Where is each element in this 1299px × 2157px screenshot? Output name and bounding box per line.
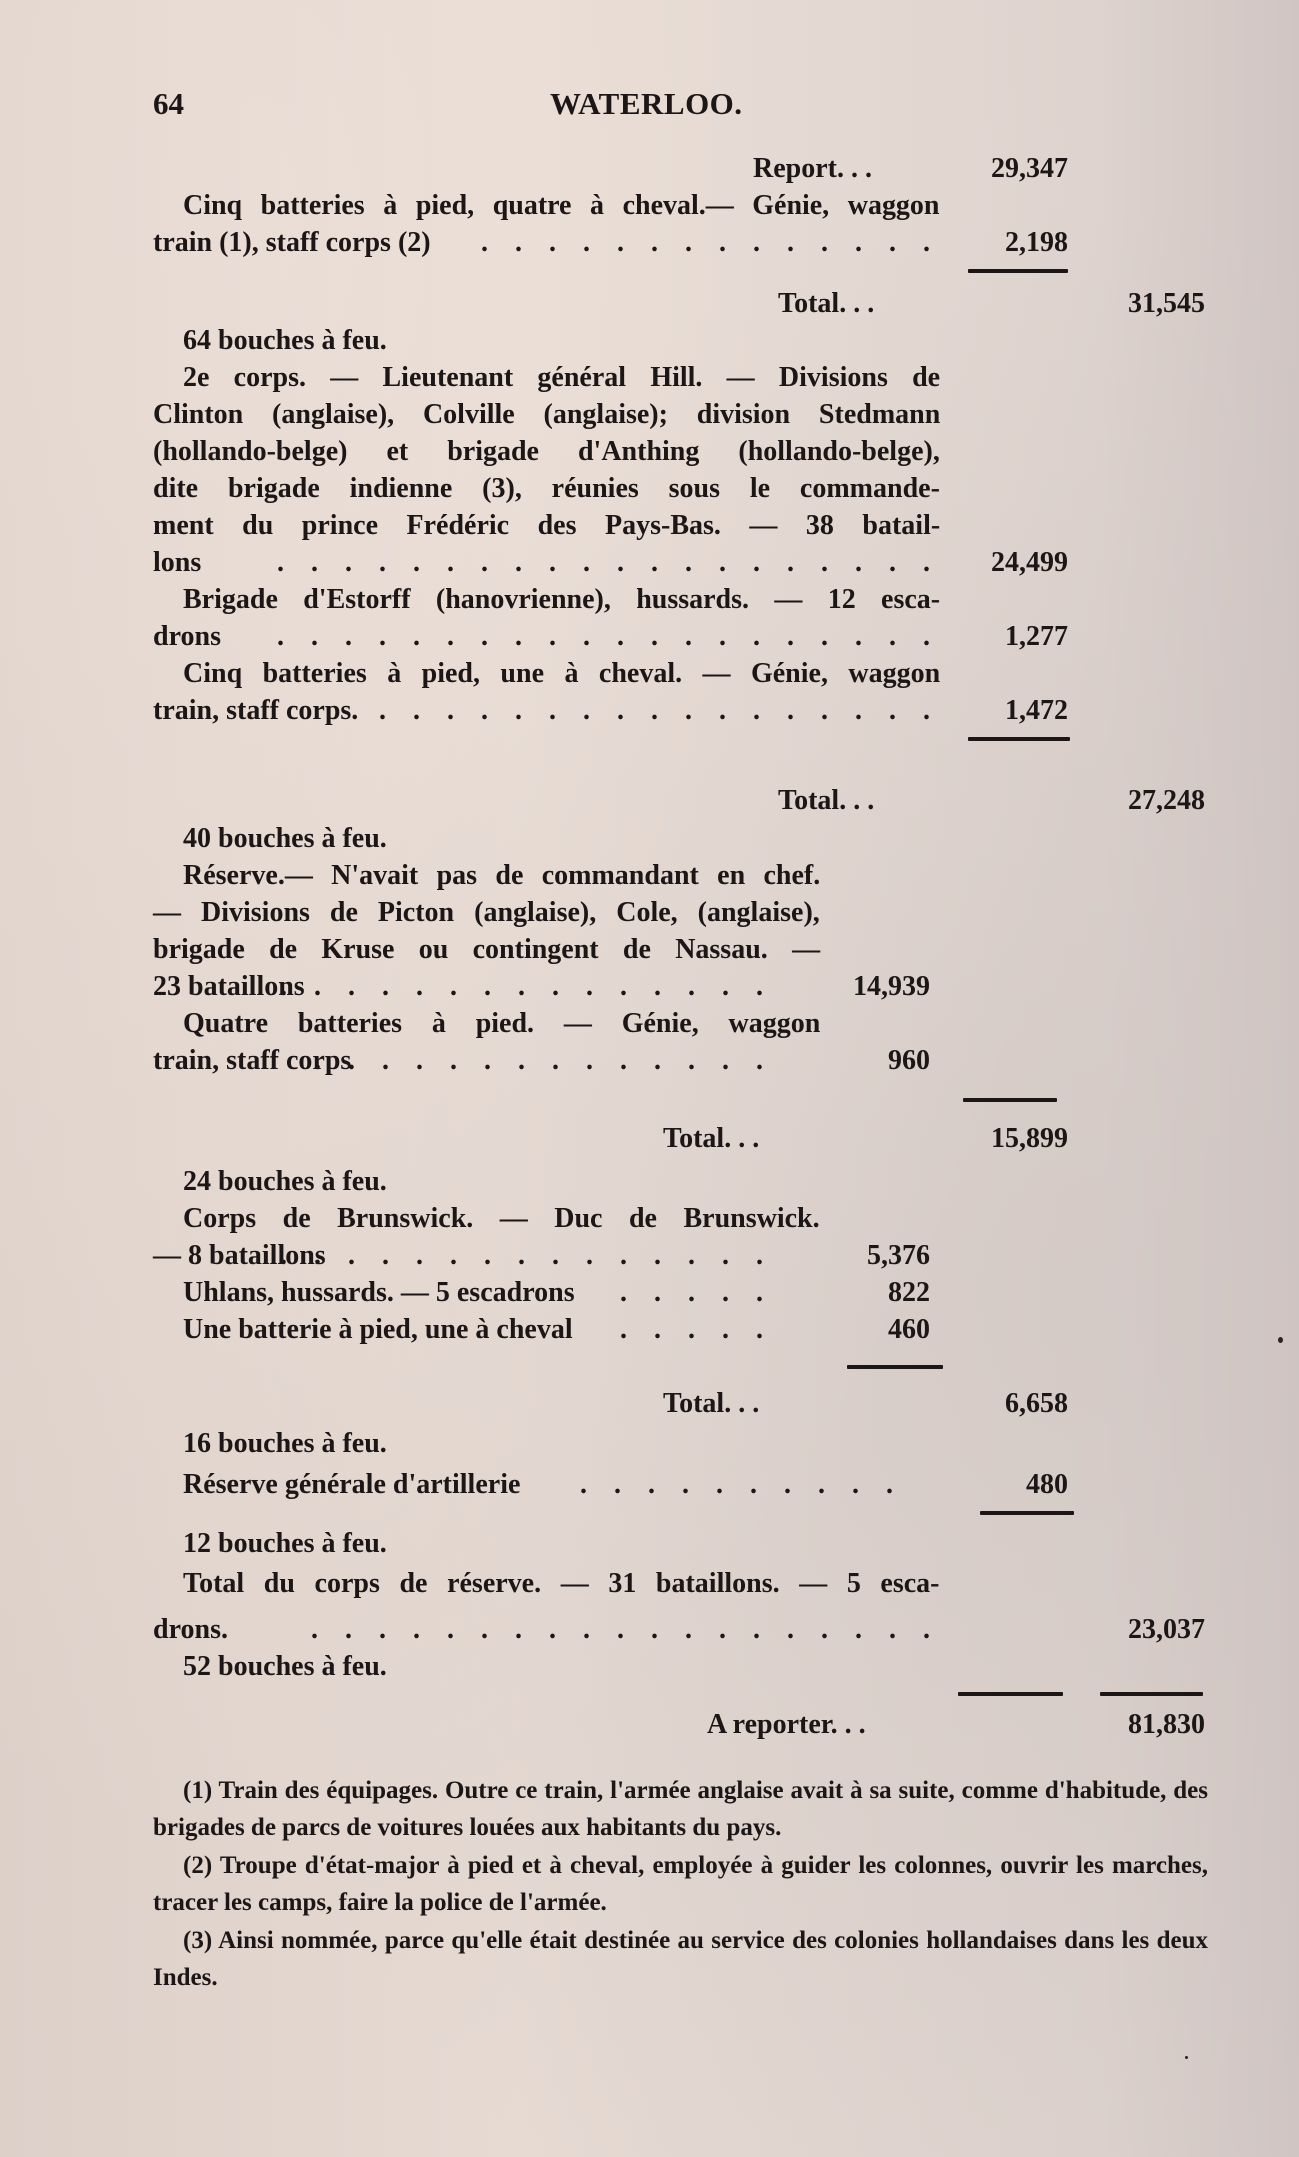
carry-forward-label: A reporter. . . bbox=[707, 1709, 866, 1740]
text-line: Clinton (anglaise), Colville (anglaise); division Stedmann bbox=[153, 399, 941, 430]
text-line: ment du prince Frédéric des Pays-Bas. — 38 batail- bbox=[153, 510, 941, 541]
text-line-with-leader bbox=[153, 1611, 940, 1648]
total-value: 27,248 bbox=[1128, 785, 1205, 816]
text-line-with-leader bbox=[183, 1311, 773, 1348]
text-line: 2e corps. — Lieutenant général Hill. — Divisions de bbox=[183, 362, 941, 393]
text-line-with-leader bbox=[183, 1466, 903, 1503]
paper-speck bbox=[1185, 2056, 1188, 2059]
sum-rule bbox=[968, 269, 1068, 273]
leader-dots: . . . . . . . . . . . . . . . . . . . . bbox=[277, 547, 940, 578]
leader-dots: . . . . . . . . . . . . . . . . . bbox=[379, 695, 940, 726]
text-line: Brigade d'Estorff (hanovrienne), hussards. — 12 esca- bbox=[183, 584, 941, 615]
text-line: — Divisions de Picton (anglaise), Cole, (anglaise), bbox=[153, 897, 820, 928]
leader-dots: . . . . . . . . . . bbox=[580, 1469, 903, 1500]
value: 480 bbox=[1026, 1469, 1068, 1500]
text-line: brigade de Kruse ou contingent de Nassau. — bbox=[153, 934, 821, 965]
line-label: Une batterie à pied, une à cheval bbox=[183, 1314, 573, 1345]
line-label: train, staff corps bbox=[153, 1045, 352, 1076]
leader-dots: . . . . . . . . . . . . . . . . . . . . bbox=[277, 621, 940, 652]
total-value: 31,545 bbox=[1128, 288, 1205, 319]
guns-line: 12 bouches à feu. bbox=[183, 1528, 387, 1559]
value: 23,037 bbox=[1128, 1614, 1205, 1645]
line-label: — 8 bataillons bbox=[153, 1240, 326, 1271]
value: 5,376 bbox=[867, 1240, 930, 1271]
sum-rule bbox=[958, 1692, 1063, 1696]
text-line-with-leader bbox=[153, 224, 940, 261]
report-label: Report. . . bbox=[753, 153, 872, 184]
leader-dots: . . . . . . . . . . . . . . bbox=[481, 227, 940, 258]
total-value: 6,658 bbox=[1005, 1388, 1068, 1419]
report-value: 29,347 bbox=[991, 153, 1068, 184]
page-number: 64 bbox=[153, 86, 184, 121]
text-line-with-leader bbox=[153, 618, 940, 655]
value: 2,198 bbox=[1005, 227, 1068, 258]
text-line-with-leader bbox=[153, 544, 940, 581]
text-line: Réserve.— N'avait pas de commandant en chef. bbox=[183, 860, 821, 891]
line-label: train, staff corps. bbox=[153, 695, 359, 726]
total-label: Total. . . bbox=[663, 1388, 760, 1419]
text-line: Cinq batteries à pied, quatre à cheval.— Génie, waggon bbox=[183, 190, 940, 221]
text-line: dite brigade indienne (3), réunies sous le commande- bbox=[153, 473, 940, 504]
text-line: Cinq batteries à pied, une à cheval. — Génie, waggon bbox=[183, 658, 941, 689]
text-line: (hollando-belge) et brigade d'Anthing (hollando-belge), bbox=[153, 436, 940, 467]
footnote-2: (2) Troupe d'état-major à pied et à cheval, employée à guider les colonnes, ouvrir les marches, tracer les camps, faire la police de l'armée. bbox=[153, 1852, 1208, 1916]
value: 960 bbox=[888, 1045, 930, 1076]
value: 1,472 bbox=[1005, 695, 1068, 726]
leader-dots: . . . . . . . . . . . . . . bbox=[314, 1045, 773, 1076]
total-label: Total. . . bbox=[778, 785, 875, 816]
paper-speck bbox=[1278, 1337, 1283, 1343]
guns-line: 40 bouches à feu. bbox=[183, 823, 387, 854]
value: 822 bbox=[888, 1277, 930, 1308]
leader-dots: . . . . . . . . . . . . . . . . . . . bbox=[311, 1614, 940, 1645]
guns-line: 64 bouches à feu. bbox=[183, 325, 387, 356]
value: 14,939 bbox=[853, 971, 930, 1002]
guns-line: 24 bouches à feu. bbox=[183, 1166, 387, 1197]
footnote-3: (3) Ainsi nommée, parce qu'elle était destinée au service des colonies hollandaises dans les deux Indes. bbox=[153, 1927, 1208, 1991]
sum-rule bbox=[847, 1365, 943, 1369]
leader-dots: . . . . . bbox=[620, 1277, 773, 1308]
footnotes bbox=[153, 1772, 1208, 1997]
sum-rule bbox=[980, 1511, 1074, 1515]
value: 1,277 bbox=[1005, 621, 1068, 652]
leader-dots: . . . . . bbox=[620, 1314, 773, 1345]
sum-rule bbox=[963, 1098, 1057, 1102]
text-line-with-leader bbox=[183, 1274, 773, 1311]
text-line-with-leader bbox=[153, 692, 940, 729]
text-line-with-leader bbox=[153, 968, 773, 1005]
text-line: Total du corps de réserve. — 31 bataillons. — 5 esca- bbox=[183, 1568, 940, 1599]
guns-line: 52 bouches à feu. bbox=[183, 1651, 387, 1682]
value: 460 bbox=[888, 1314, 930, 1345]
guns-line: 16 bouches à feu. bbox=[183, 1428, 387, 1459]
line-label: 23 bataillons bbox=[153, 971, 305, 1002]
leader-dots: . . . . . . . . . . . . . . . bbox=[280, 1240, 773, 1271]
value: 24,499 bbox=[991, 547, 1068, 578]
line-label: Réserve générale d'artillerie bbox=[183, 1469, 521, 1500]
line-label: drons bbox=[153, 621, 221, 652]
total-value: 15,899 bbox=[991, 1123, 1068, 1154]
sum-rule bbox=[968, 737, 1070, 741]
total-label: Total. . . bbox=[778, 288, 875, 319]
sum-rule bbox=[1100, 1692, 1203, 1696]
line-label: drons. bbox=[153, 1614, 228, 1645]
running-title: WATERLOO. bbox=[550, 86, 743, 121]
line-label: train (1), staff corps (2) bbox=[153, 227, 431, 258]
leader-dots: . . . . . . . . . . . . . . . bbox=[280, 971, 773, 1002]
carry-forward-value: 81,830 bbox=[1128, 1709, 1205, 1740]
line-label: Uhlans, hussards. — 5 escadrons bbox=[183, 1277, 575, 1308]
text-line: Quatre batteries à pied. — Génie, waggon bbox=[183, 1008, 821, 1039]
line-label: lons bbox=[153, 547, 202, 578]
footnote-1: (1) Train des équipages. Outre ce train, l'armée anglaise avait à sa suite, comme d'habitude, des brigades de parcs de voitures louées aux habitants du pays. bbox=[153, 1777, 1208, 1841]
total-label: Total. . . bbox=[663, 1123, 760, 1154]
text-line-with-leader bbox=[153, 1237, 773, 1274]
text-line: Corps de Brunswick. — Duc de Brunswick. bbox=[183, 1203, 820, 1234]
text-line-with-leader bbox=[153, 1042, 773, 1079]
